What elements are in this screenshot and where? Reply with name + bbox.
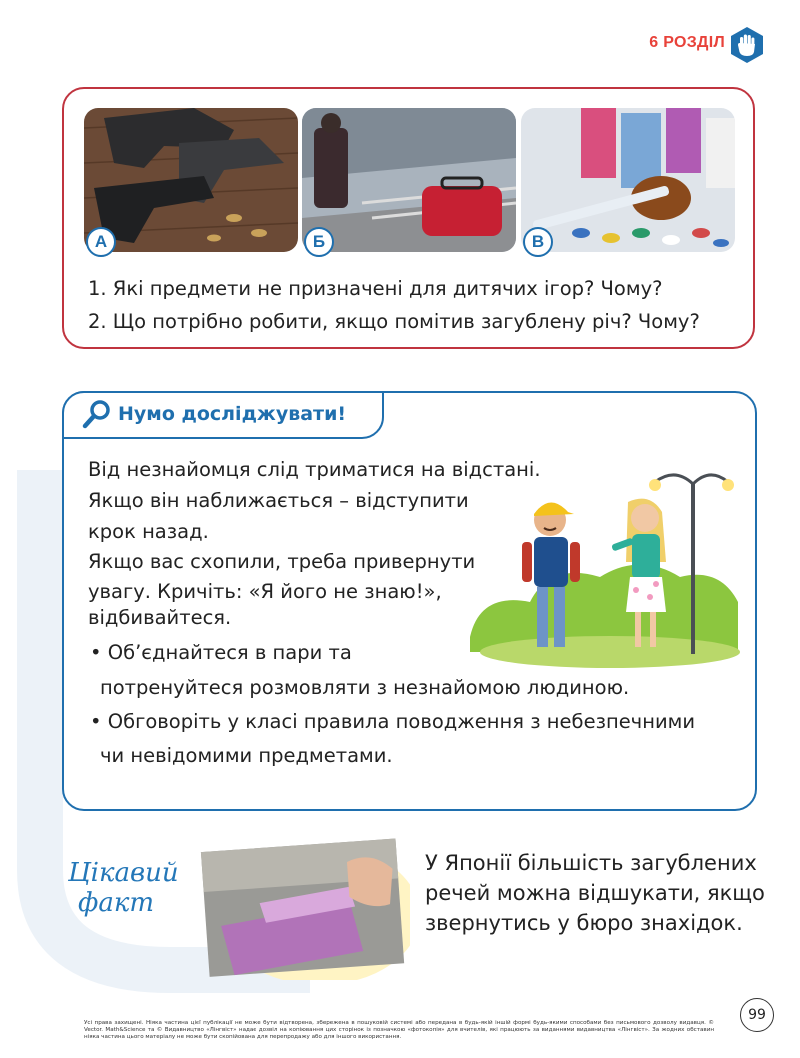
bullet-dot: • bbox=[90, 710, 102, 733]
fact-line-2: речей можна відшукати, якщо bbox=[425, 881, 765, 905]
bullet-1 bbox=[90, 641, 352, 664]
photo-badge-v: В bbox=[523, 227, 553, 257]
research-line-3: крок назад. bbox=[88, 520, 209, 543]
page-number: 99 bbox=[740, 998, 774, 1032]
wallet-photo bbox=[200, 835, 410, 980]
fact-title-line-2: факт bbox=[78, 888, 155, 918]
section-label: 6 РОЗДІЛ bbox=[649, 34, 725, 51]
bullet-1-line-2: потренуйтеся розмовляти з незнайомою людиною. bbox=[100, 676, 630, 699]
research-line-2: Якщо він наближається – відступити bbox=[88, 489, 469, 512]
question-2: 2. Що потрібно робити, якщо помітив загублену річ? Чому? bbox=[88, 310, 700, 333]
bullet-2-line-1: Обговоріть у класі правила поводження з небезпечними bbox=[107, 710, 696, 733]
research-title: Нумо досліджувати! bbox=[118, 403, 347, 425]
children-illustration bbox=[470, 462, 740, 677]
magnifier-icon bbox=[82, 399, 112, 429]
photo-badge-b: Б bbox=[304, 227, 334, 257]
fact-title bbox=[68, 858, 179, 918]
photo-badge-a: А bbox=[86, 227, 116, 257]
fact-line-3: звернутись у бюро знахідок. bbox=[425, 911, 743, 935]
fact-line-1: У Японії більшість загублених bbox=[425, 851, 757, 875]
research-line-6: відбивайтеся. bbox=[88, 606, 232, 629]
hand-stop-icon bbox=[729, 26, 765, 64]
abandoned-bag-photo bbox=[302, 108, 516, 252]
bullet-dot: • bbox=[90, 641, 102, 664]
pistols-photo bbox=[84, 108, 298, 252]
bullet-2-line-2: чи невідомими предметами. bbox=[100, 744, 393, 767]
research-line-1: Від незнайомця слід триматися на відстані. bbox=[88, 458, 541, 481]
research-line-5: увагу. Кричіть: «Я його не знаю!», bbox=[88, 580, 442, 603]
bullet-1-line-1: Об’єднайтеся в пари та bbox=[107, 641, 352, 664]
question-1: 1. Які предмети не призначені для дитячих ігор? Чому? bbox=[88, 277, 663, 300]
copyright-notice: Усі права захищені. Ніяка частина цієї публікації не може бути відтворена, збережена в пошуковій системі або передана в будь-якій іншій формі будь-якими способами без письмового дозволу видавця. © Vector. Math&Science та © Видавництво «Лінгвіст» надає дозвіл на копіювання цих сторінок із позначкою «фотокопія» для вчителів, які працюють за виданнями видавництва «Лінгвіст». За жодних обставин ніяка частина цього матеріалу не може бути скопійована для перепродажу або для іншого використання. bbox=[84, 1020, 714, 1040]
research-line-4: Якщо вас схопили, треба привернути bbox=[88, 550, 476, 573]
bullet-2 bbox=[90, 710, 695, 733]
fact-title-line-1: Цікавий bbox=[68, 858, 179, 888]
medicines-photo bbox=[521, 108, 735, 252]
